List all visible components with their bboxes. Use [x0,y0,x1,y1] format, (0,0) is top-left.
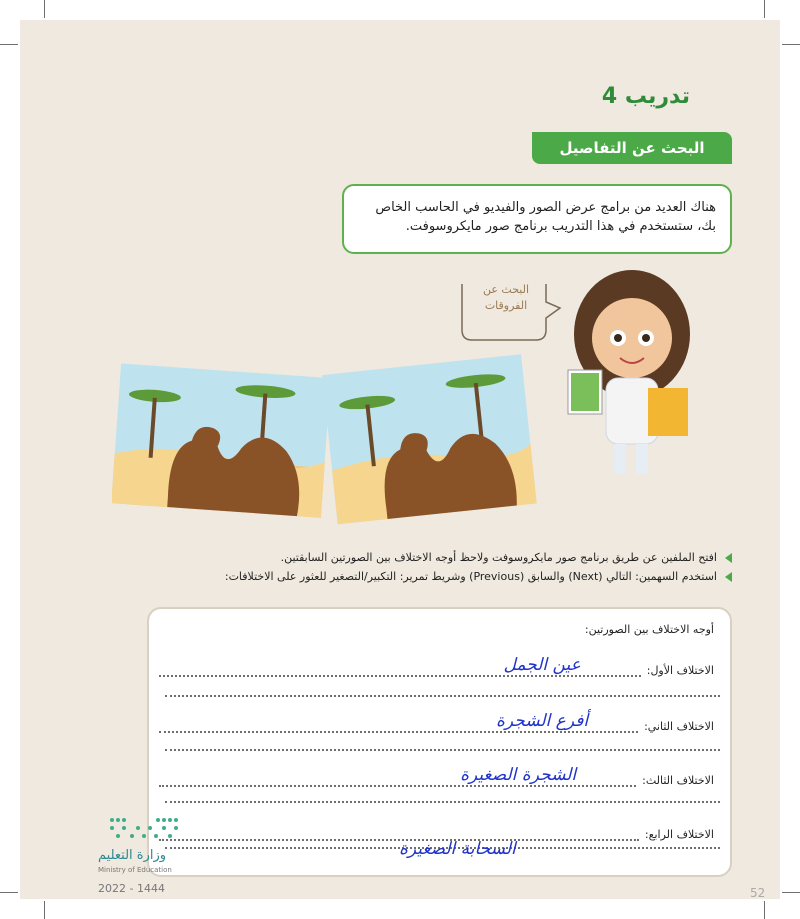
camel-pictures-illustration [112,350,542,540]
speech-line-1: البحث عن [482,283,530,296]
speech-line-2: الفروقات [484,299,528,312]
crop-mark [44,901,45,919]
intro-text: هناك العديد من برامج عرض الصور والفيديو في الحاسب الخاص بك، ستستخدم في هذا التدريب برنامج صور مايكروسوفت. [375,200,716,234]
handwritten-answer: أفرع الشجرة [495,711,589,731]
ministry-name-ar: وزارة التعليم [98,848,167,863]
ministry-dots-emblem [98,814,198,844]
instructions-list [140,548,732,586]
difference-answer-line[interactable] [159,655,641,677]
instruction-item [140,548,732,567]
page-number: 52 [750,886,766,900]
difference-row-3[interactable] [159,767,714,787]
camel-picture-left [112,363,331,517]
dotted-line [165,801,720,803]
instruction-text: استخدم السهمين: التالي (Next) والسابق (Previous) وشريط تمرير: التكبير/التصغير للعثور على الاختلافات: [224,570,717,583]
handwritten-answer: السحابة الصغيرة [399,839,516,859]
girl-character-illustration [544,264,714,484]
difference-row-4[interactable] [159,821,714,841]
difference-answer-line[interactable] [159,765,636,787]
intro-box [342,184,732,254]
bullet-icon [725,572,732,582]
bullet-icon [725,553,732,563]
crop-mark [782,44,800,45]
handwritten-answer: عين الجمل [503,655,581,675]
dotted-line [165,695,720,697]
crop-mark [764,901,765,919]
handwritten-answer: الشجرة الصغيرة [460,765,577,785]
crop-mark [0,892,18,893]
exercise-title: تدريب 4 [601,84,690,109]
difference-label: الاختلاف الرابع: [644,828,714,841]
difference-row-2[interactable] [159,713,714,733]
dotted-line [165,749,720,751]
difference-label: الاختلاف الثالث: [642,774,714,787]
camel-picture-right [322,354,537,524]
difference-label: الاختلاف الأول: [646,664,714,677]
crop-mark [44,0,45,18]
difference-row-1[interactable] [159,657,714,677]
section-banner [532,132,732,164]
instruction-item [140,567,732,586]
answers-heading: أوجه الاختلاف بين الصورتين: [584,623,714,636]
section-banner-label: البحث عن التفاصيل [559,139,705,157]
instruction-text: افتح الملفين عن طريق برنامج صور مايكروسوفت ولاحظ أوجه الاختلاف بين الصورتين السابقتين. [280,551,717,564]
workbook-page [20,20,780,899]
speech-bubble [456,282,556,344]
crop-mark [782,892,800,893]
crop-mark [764,0,765,18]
crop-mark [0,44,18,45]
difference-answer-line[interactable] [159,711,638,733]
edition-year: 2022 - 1444 [98,882,165,895]
ministry-name-en: Ministry of Education [98,866,172,874]
difference-label: الاختلاف الثاني: [644,720,714,733]
